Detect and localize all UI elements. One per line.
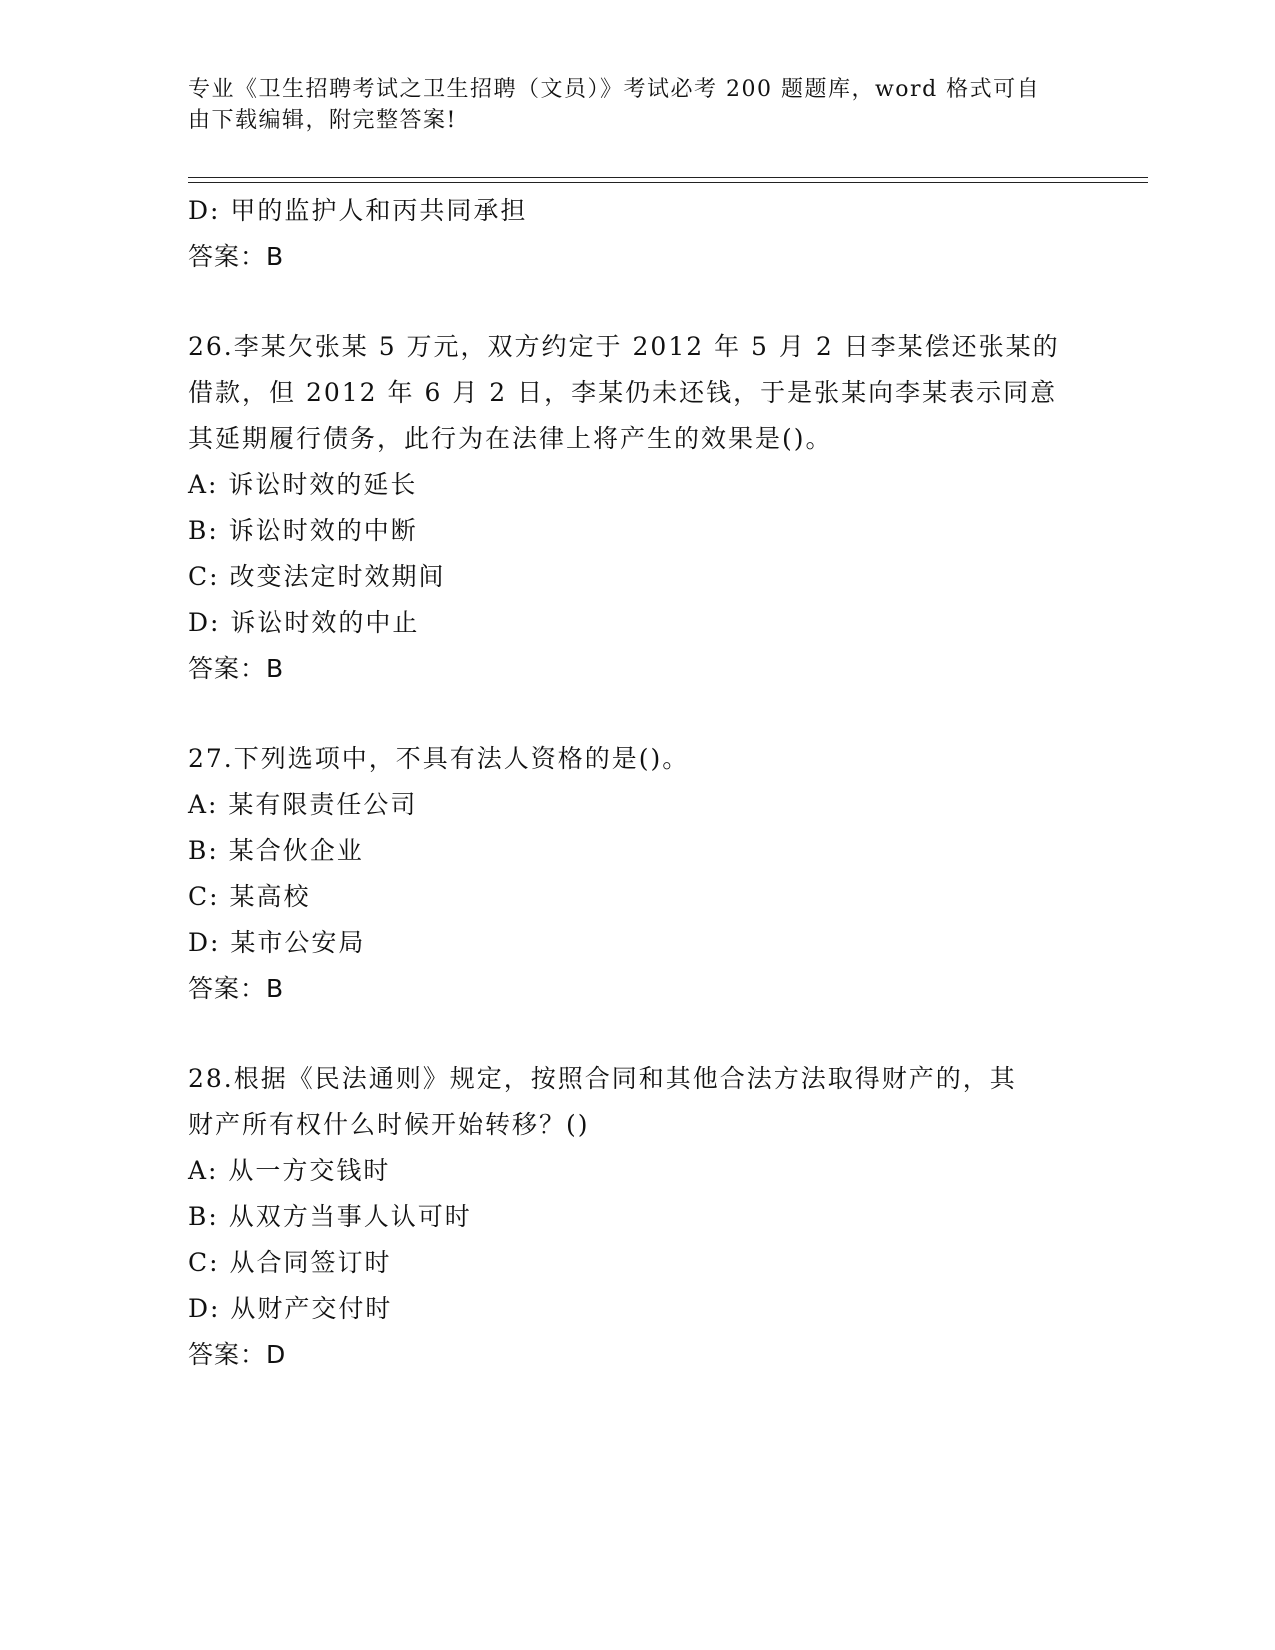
header-line-1: 专业《卫生招聘考试之卫生招聘（文员）》考试必考 200 题题库，word 格式可自 [188, 77, 1041, 102]
option-d: D: 某市公安局 [188, 928, 366, 957]
question-stem-line: 26.李某欠张某 5 万元，双方约定于 2012 年 5 月 2 日李某偿还张某的 [188, 332, 1060, 361]
document-header [188, 74, 1068, 136]
answer: 答案：D [188, 1340, 287, 1369]
option-a: A: 从一方交钱时 [188, 1156, 391, 1185]
option-b: B: 诉讼时效的中断 [188, 516, 418, 545]
option-b: B: 某合伙企业 [188, 836, 364, 865]
question-26 [188, 324, 1088, 692]
option-c: C: 某高校 [188, 882, 311, 911]
question-stem-line: 28.根据《民法通则》规定，按照合同和其他合法方法取得财产的，其 [188, 1064, 1017, 1093]
option-d: D: 从财产交付时 [188, 1294, 393, 1323]
answer: 答案：B [188, 654, 285, 683]
question-stem-line: 借款，但 2012 年 6 月 2 日，李某仍未还钱，于是张某向李某表示同意 [188, 378, 1058, 407]
option-c: C: 改变法定时效期间 [188, 562, 446, 591]
prev-option-d: D: 甲的监护人和丙共同承担 [188, 196, 528, 225]
option-d: D: 诉讼时效的中止 [188, 608, 420, 637]
header-divider-bottom [188, 182, 1148, 183]
option-a: A: 诉讼时效的延长 [188, 470, 418, 499]
answer: 答案：B [188, 974, 285, 1003]
question-stem-line: 27.下列选项中，不具有法人资格的是()。 [188, 744, 690, 773]
document-body [188, 188, 1088, 1378]
header-divider-top [188, 177, 1148, 178]
header-line-2: 由下载编辑，附完整答案! [188, 108, 457, 133]
option-b: B: 从双方当事人认可时 [188, 1202, 472, 1231]
question-stem-line: 财产所有权什么时候开始转移？() [188, 1110, 590, 1139]
question-stem-line: 其延期履行债务，此行为在法律上将产生的效果是()。 [188, 424, 833, 453]
prev-answer: 答案：B [188, 242, 285, 271]
option-c: C: 从合同签订时 [188, 1248, 392, 1277]
question-28 [188, 1056, 1088, 1378]
option-a: A: 某有限责任公司 [188, 790, 418, 819]
question-27 [188, 736, 1088, 1012]
